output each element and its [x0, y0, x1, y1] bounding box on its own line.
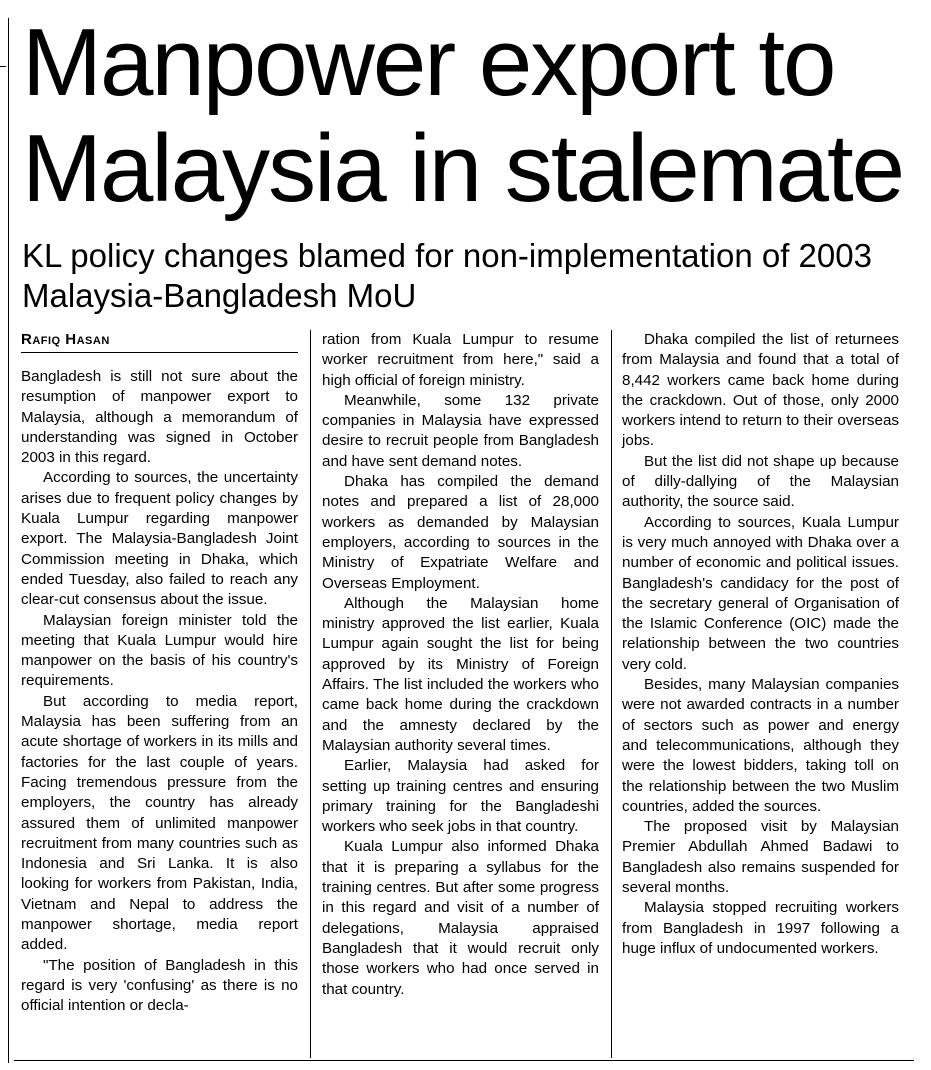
paragraph: Meanwhile, some 132 private companies in Malaysia have expressed desire to recruit people from Bangladesh and have sent demand notes. — [322, 391, 599, 470]
article-column-1 — [21, 330, 298, 1017]
paragraph: The proposed visit by Malaysian Premier Abdullah Ahmed Badawi to Bangladesh also remains suspended for several months. — [622, 818, 899, 897]
paragraph: According to sources, Kuala Lumpur is very much annoyed with Dhaka over a number of economic and political issues. Bangladesh's candidacy for the post of the secretary general of Organisation of the Islamic Conference (OIC) made the relationship between the two countries very cold. — [622, 513, 899, 673]
paragraph: Earlier, Malaysia had asked for setting up training centres and ensuring primary training for the Bangladeshi workers who seek jobs in that country. — [322, 757, 599, 836]
byline — [21, 330, 298, 353]
paragraph: Kuala Lumpur also informed Dhaka that it is preparing a syllabus for the training centres. But after some progress in this regard and visit of a number of delegations, Malaysia appraised Bangladesh that it would recruit only those workers who had once served in that country. — [322, 838, 599, 998]
paragraph: But according to media report, Malaysia has been suffering from an acute shortage of workers in its mills and factories for the last couple of years. Facing tremendous pressure from the employers, the country has already assured them of unlimited manpower recruitment from many countries such as Indonesia and Sri Lanka. It is also looking for workers from Pakistan, India, Vietnam and Nepal to address the manpower shortage, media report added. — [21, 692, 298, 954]
article-column-3 — [622, 330, 899, 959]
paragraph: According to sources, the uncertainty arises due to frequent policy changes by Kuala Lumpur regarding manpower export. The Malaysia-Bangladesh Joint Commission meeting in Dhaka, which ended Tuesday, also failed to reach any clear-cut consensus about the issue. — [21, 469, 298, 609]
article-column-2 — [322, 330, 599, 1000]
author-name: Rafiq Hasan — [21, 331, 110, 348]
paragraph: Besides, many Malaysian companies were not awarded contracts in a number of sectors such as power and energy and telecommunications, although they were the lowest bidders, taking toll on the relationship between the two Muslim countries, added the sources. — [622, 676, 899, 815]
paragraph: "The position of Bangladesh in this regard is very 'confusing' as there is no official intention or decla- — [21, 956, 298, 1015]
column-divider — [310, 330, 311, 1058]
subheadline: KL policy changes blamed for non-implementation of 2003 Malaysia-Bangladesh MoU — [22, 237, 872, 314]
paragraph: Although the Malaysian home ministry approved the list earlier, Kuala Lumpur again sought the list for being approved by its Ministry of Foreign Affairs. The list included the workers who came back home during the crackdown and the amnesty declared by the Malaysian authority several times. — [322, 594, 599, 754]
column-divider — [611, 330, 612, 1058]
left-margin-tick — [0, 66, 6, 67]
paragraph: But the list did not shape up because of dilly-dallying of the Malaysian authority, the source said. — [622, 452, 899, 511]
paragraph: Malaysia stopped recruiting workers from Bangladesh in 1997 following a huge influx of undocumented workers. — [622, 899, 899, 957]
left-margin-rule — [8, 18, 9, 1063]
paragraph: Dhaka compiled the list of returnees from Malaysia and found that a total of 8,442 workers came back home during the crackdown. Out of those, only 2000 workers intend to return to their overseas jobs. — [622, 331, 899, 450]
bottom-rule — [14, 1060, 914, 1061]
paragraph: Malaysian foreign minister told the meeting that Kuala Lumpur would hire manpower on the basis of his country's requirements. — [21, 611, 298, 690]
paragraph: Bangladesh is still not sure about the resumption of manpower export to Malaysia, although a memorandum of understanding was signed in October 2003 in this regard. — [21, 368, 298, 467]
headline: Manpower export to Malaysia in stalemate — [22, 9, 904, 222]
paragraph: Dhaka has compiled the demand notes and prepared a list of 28,000 workers as demanded by Malaysian employers, according to sources in the Ministry of Expatriate Welfare and Overseas Employment. — [322, 473, 599, 592]
paragraph: ration from Kuala Lumpur to resume worker recruitment from here," said a high official of foreign ministry. — [322, 331, 599, 389]
